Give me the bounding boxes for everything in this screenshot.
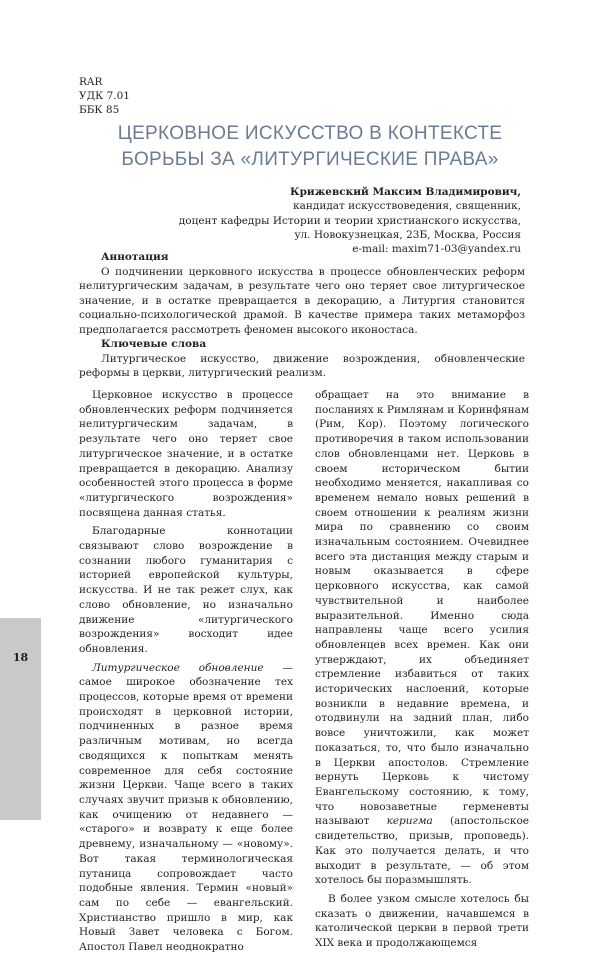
- paragraph-text: обращает на это внимание в посланиях к Римлянам и Коринфянам (Рим, Кор). Поэтому логического противоречия в таком использовании слов обновленцами нет. Церковь в своем историческом бытии необходимо меняется, накапливая со временем немало новых решений в своем отношении к реалиям жизни мира по сравнению со своим изначальным состоянием. Очевиднее всего эта дистанция между старым и новым оказывается в сфере церковного искусства, как самой чувствительной и наиболее выразительной. Именно сюда направлены чаще всего усилия обновленцев всех времен. Как они утверждают, их объединяет стремление избавиться от таких исторических наслоений, которые возникли в недавние времена, и отодвинули на задний план, либо вовсе уничтожили, как может показаться, то, что было изначально в Церкви апостолов. Стремление вернуть Церковь к чистому Евангельскому состоянию, к тому, что новозаветные герменевты называют: [315, 389, 529, 828]
- udk-code: УДК 7.01: [79, 90, 130, 102]
- keywords-text: Литургическое искусство, движение возрождения, обновленческие реформы в церкви, литургический реализм.: [79, 352, 525, 379]
- body-paragraph: Благодарные коннотации связывают слово возрождение в сознании любого гуманитария с историей европейской культуры, искусства. И не так режет слух, как слово обновление, но изначально движение «литургического возрождения» восходит идее обновления.: [79, 525, 293, 655]
- body-paragraph: Церковное искусство в процессе обновленческих реформ подчиняется нелитургическим задачам, в результате чего оно теряет свое литургическое значение, и в остатке превращается в декорацию. Анализу особенностей этого процесса в форме «литургического возрождения» посвящена данная статья.: [79, 389, 293, 519]
- body-paragraph: [315, 388, 529, 888]
- paragraph-text: (апостольское свидетельство, призыв, проповедь). Как это получается делать, и что выходит в результате, — об этом хотелось бы поразмышлять.: [315, 815, 529, 887]
- author-degree: кандидат искусствоведения, священник,: [293, 200, 521, 213]
- title-line-2: БОРЬБЫ ЗА «ЛИТУРГИЧЕСКИЕ ПРАВА»: [121, 149, 499, 170]
- rar-code: RAR: [79, 76, 103, 88]
- page-margin-strip: [0, 618, 41, 820]
- article-title: [60, 121, 560, 173]
- body-column-right: [315, 388, 529, 951]
- bbk-code: ББК 85: [79, 104, 120, 116]
- body-column-left: [79, 388, 293, 955]
- author-address: ул. Новокузнецкая, 23Б, Москва, Россия: [294, 228, 521, 241]
- italic-term: Литургическое обновление: [92, 661, 264, 674]
- author-name: Крижевский Максим Владимирович,: [290, 186, 521, 198]
- page-number: 18: [12, 651, 29, 664]
- abstract-text: О подчинении церковного искусства в процессе обновленческих реформ нелитургическим задачам, в результате чего оно теряет свое литургическое значение, и в остатке превращается в декорацию, а Литургия становится социально-психологической драмой. В качестве примера таких метаморфоз предполагается рассмотреть феномен высокого иконостаса.: [79, 265, 525, 336]
- author-position: доцент кафедры Истории и теории христианского искусства,: [178, 214, 521, 227]
- abstract-heading: Аннотация: [101, 251, 169, 263]
- classification-codes: [79, 75, 130, 117]
- author-block: [121, 185, 521, 256]
- author-email: e-mail: maxim71-03@yandex.ru: [352, 243, 521, 256]
- abstract-section: [79, 250, 525, 381]
- title-line-1: ЦЕРКОВНОЕ ИСКУССТВО В КОНТЕКСТЕ: [117, 123, 503, 144]
- keywords-heading: Ключевые слова: [101, 338, 207, 350]
- body-paragraph: В более узком смысле хотелось бы сказать о движении, начавшемся в католической церкви в первой трети XIX века и продолжающемся: [315, 892, 529, 950]
- italic-term: керигма: [386, 815, 433, 828]
- body-paragraph: [79, 661, 293, 955]
- paragraph-text: — самое широкое обозначение тех процессов, которые время от времени происходят в церковной истории, подчиненных в разное время различным мотивам, но всегда сводящихся к попыткам менять современное для себя состояние жизни Церкви. Чаще всего в таких случаях звучит призыв к обновлению, как очищению от недавнего — «старого» и возврату к еще более древнему, изначальному — «новому». Вот такая терминологическая путаница сопровождает часто подобные явления. Термин «новый» сам по себе — евангельский. Христианство пришло в мир, как Новый Завет человека с Богом. Апостол Павел неоднократно: [79, 661, 293, 954]
